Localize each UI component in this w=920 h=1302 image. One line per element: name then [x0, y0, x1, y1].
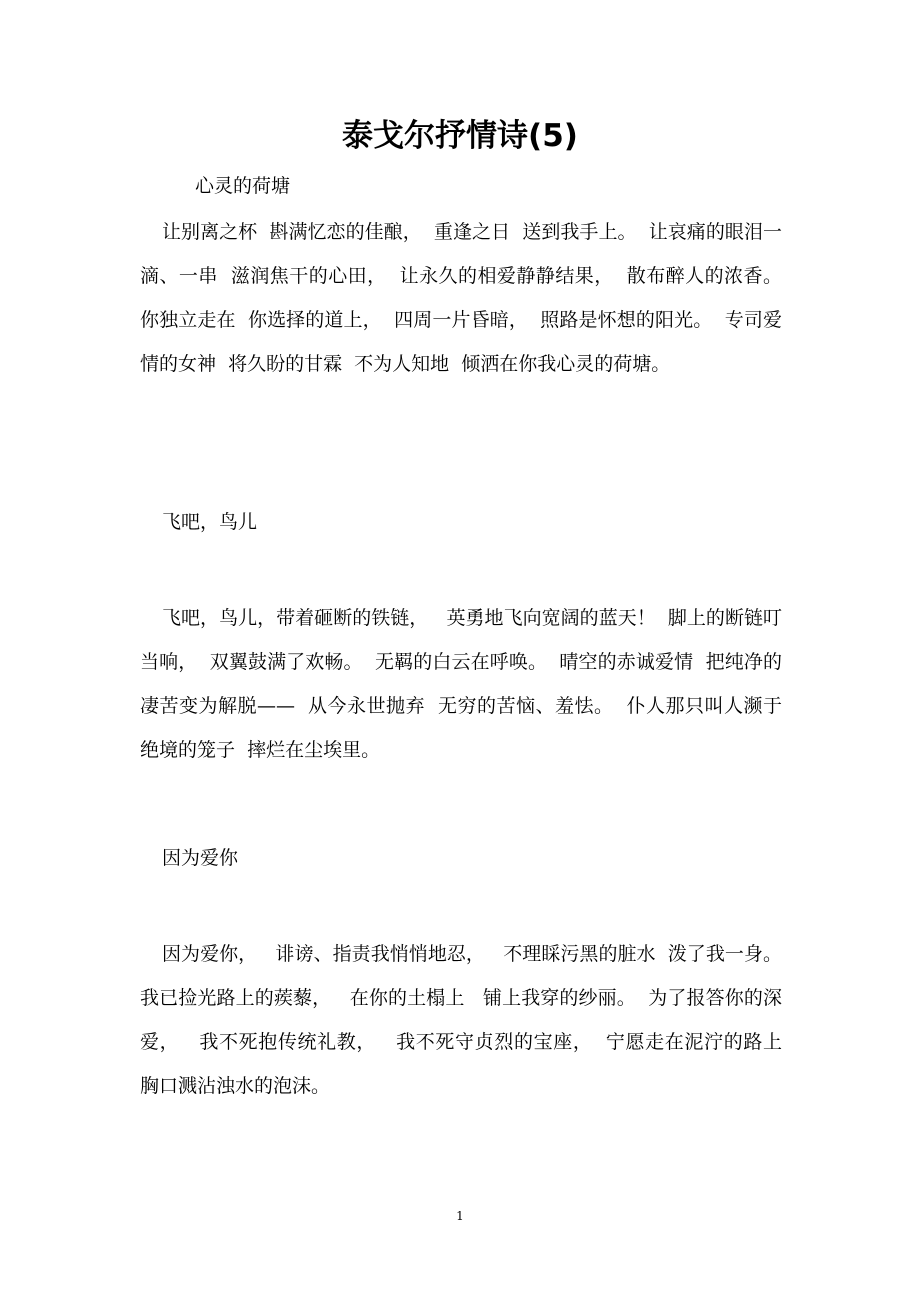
poem-paragraph-because-love: 因为爱你， 诽谤、指责我悄悄地忍， 不理睬污黑的脏水 泼了我一身。 我已捡光路上的蒺藜， 在你的土榻上 铺上我穿的纱丽。 为了报答你的深爱， 我不死抱传统礼教， 我不死守贞烈的宝座， 宁愿走在泥泞的路上 胸口溅沾浊水的泡沫。: [140, 943, 801, 1097]
poem-paragraph-heart-pond: 让别离之杯 斟满忆恋的佳酿， 重逢之日 送到我手上。 让哀痛的眼泪一滴、一串 滋润焦干的心田， 让永久的相爱静静结果， 散布醉人的浓香。 你独立走在 你选择的道上， 四周一片昏暗， 照路是怀想的阳光。 专司爱情的女神 将久盼的甘霖 不为人知地 倾洒在你我心灵的荷塘。: [140, 221, 795, 375]
page-number: 1: [456, 1209, 464, 1223]
document-title: 泰戈尔抒情诗(5): [342, 118, 578, 154]
poem-paragraph-fly-bird: 飞吧，鸟儿，带着砸断的铁链， 英勇地飞向宽阔的蓝天！ 脚上的断链叮当响， 双翼鼓满了欢畅。 无羁的白云在呼唤。 晴空的赤诚爱情 把纯净的凄苦变为解脱—— 从今永世抛弃 无穷的苦恼、羞怯。 仆人那只叫人濒于绝境的笼子 摔烂在尘埃里。: [140, 607, 782, 761]
section-heading-fly-bird: 飞吧，鸟儿: [162, 511, 258, 533]
section-heading-because-love: 因为爱你: [162, 847, 239, 869]
section-heading-heart-pond: 心灵的荷塘: [195, 175, 291, 197]
